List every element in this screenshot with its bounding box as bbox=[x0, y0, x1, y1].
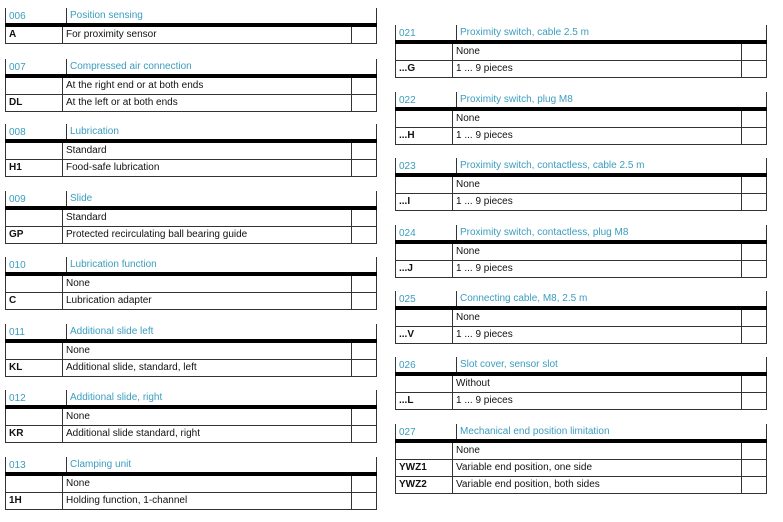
table-row bbox=[395, 393, 767, 410]
option-number: 026 bbox=[399, 360, 416, 371]
table-row bbox=[5, 426, 377, 443]
table-row bbox=[5, 160, 377, 177]
option-description: 1 ... 9 pieces bbox=[452, 393, 742, 409]
option-number: 010 bbox=[9, 260, 26, 271]
option-description: Variable end position, one side bbox=[452, 460, 742, 476]
option-code: YWZ1 bbox=[399, 462, 427, 473]
table-row bbox=[5, 27, 377, 44]
selection-checkbox[interactable] bbox=[351, 143, 376, 159]
option-number: 027 bbox=[399, 427, 416, 438]
table-header bbox=[395, 357, 767, 372]
option-number: 024 bbox=[399, 228, 416, 239]
table-row bbox=[5, 78, 377, 95]
option-code: H1 bbox=[9, 162, 22, 173]
option-code: GP bbox=[9, 229, 24, 240]
selection-checkbox[interactable] bbox=[351, 426, 376, 442]
table-header bbox=[395, 424, 767, 439]
selection-checkbox[interactable] bbox=[351, 360, 376, 376]
option-table-023 bbox=[395, 158, 767, 211]
option-description: Lubrication adapter bbox=[62, 293, 352, 309]
selection-checkbox[interactable] bbox=[741, 61, 766, 77]
table-row bbox=[395, 376, 767, 393]
option-table-006 bbox=[5, 8, 377, 44]
option-description: None bbox=[62, 409, 352, 425]
option-description: Protected recirculating ball bearing guide bbox=[62, 227, 352, 243]
option-title: Position sensing bbox=[66, 8, 143, 23]
table-row bbox=[395, 443, 767, 460]
option-title: Lubrication bbox=[66, 124, 119, 139]
selection-checkbox[interactable] bbox=[351, 409, 376, 425]
table-row bbox=[5, 476, 377, 493]
selection-checkbox[interactable] bbox=[351, 476, 376, 492]
option-number: 008 bbox=[9, 127, 26, 138]
option-description: 1 ... 9 pieces bbox=[452, 327, 742, 343]
table-header bbox=[5, 457, 377, 472]
table-row bbox=[5, 493, 377, 510]
option-number: 007 bbox=[9, 62, 26, 73]
option-description: None bbox=[62, 476, 352, 492]
table-row bbox=[5, 276, 377, 293]
option-description: None bbox=[452, 244, 742, 260]
table-row bbox=[5, 293, 377, 310]
table-header bbox=[395, 25, 767, 40]
table-row bbox=[395, 111, 767, 128]
option-code: ...H bbox=[399, 130, 415, 141]
option-table-009 bbox=[5, 191, 377, 244]
option-description: 1 ... 9 pieces bbox=[452, 128, 742, 144]
option-description: None bbox=[452, 443, 742, 459]
option-title: Compressed air connection bbox=[66, 59, 192, 74]
option-code: ...I bbox=[399, 196, 411, 207]
option-code: ...L bbox=[399, 395, 414, 406]
table-header bbox=[5, 390, 377, 405]
table-header bbox=[5, 8, 377, 23]
option-number: 009 bbox=[9, 194, 26, 205]
option-title: Slot cover, sensor slot bbox=[456, 357, 558, 372]
table-header bbox=[395, 158, 767, 173]
option-table-011 bbox=[5, 324, 377, 377]
table-row bbox=[395, 177, 767, 194]
table-row bbox=[395, 460, 767, 477]
option-description: Standard bbox=[62, 143, 352, 159]
selection-checkbox[interactable] bbox=[351, 227, 376, 243]
option-description: At the left or at both ends bbox=[62, 95, 352, 111]
option-code: A bbox=[9, 29, 17, 40]
selection-checkbox[interactable] bbox=[741, 128, 766, 144]
option-title: Additional slide left bbox=[66, 324, 153, 339]
option-number: 011 bbox=[9, 327, 25, 338]
option-description: None bbox=[62, 276, 352, 292]
selection-checkbox[interactable] bbox=[741, 261, 766, 277]
option-title: Proximity switch, cable 2.5 m bbox=[456, 25, 589, 40]
option-table-024 bbox=[395, 225, 767, 278]
selection-checkbox[interactable] bbox=[741, 310, 766, 326]
table-row bbox=[5, 95, 377, 112]
selection-checkbox[interactable] bbox=[351, 343, 376, 359]
option-title: Mechanical end position limitation bbox=[456, 424, 610, 439]
option-title: Proximity switch, contactless, cable 2.5 m bbox=[456, 158, 645, 173]
selection-checkbox[interactable] bbox=[741, 443, 766, 459]
selection-checkbox[interactable] bbox=[741, 111, 766, 127]
option-number: 025 bbox=[399, 294, 416, 305]
table-row bbox=[5, 210, 377, 227]
selection-checkbox[interactable] bbox=[351, 276, 376, 292]
option-description: At the right end or at both ends bbox=[62, 78, 352, 94]
option-description: None bbox=[452, 44, 742, 60]
option-number: 022 bbox=[399, 95, 416, 106]
option-title: Slide bbox=[66, 191, 92, 206]
table-row bbox=[395, 244, 767, 261]
option-code: ...V bbox=[399, 329, 415, 340]
option-description: Holding function, 1-channel bbox=[62, 493, 352, 509]
option-description: Standard bbox=[62, 210, 352, 226]
selection-checkbox[interactable] bbox=[351, 210, 376, 226]
option-description: 1 ... 9 pieces bbox=[452, 194, 742, 210]
option-table-021 bbox=[395, 25, 767, 78]
option-title: Additional slide, right bbox=[66, 390, 162, 405]
option-table-013 bbox=[5, 457, 377, 510]
option-description: Additional slide, standard, left bbox=[62, 360, 352, 376]
option-description: None bbox=[452, 111, 742, 127]
option-table-010 bbox=[5, 257, 377, 310]
selection-checkbox[interactable] bbox=[741, 44, 766, 60]
option-table-008 bbox=[5, 124, 377, 177]
table-row bbox=[5, 143, 377, 160]
table-row bbox=[395, 128, 767, 145]
selection-checkbox[interactable] bbox=[741, 477, 766, 493]
selection-checkbox[interactable] bbox=[351, 293, 376, 309]
option-title: Lubrication function bbox=[66, 257, 157, 272]
option-description: None bbox=[62, 343, 352, 359]
table-row bbox=[395, 310, 767, 327]
table-header bbox=[395, 92, 767, 107]
table-header bbox=[395, 225, 767, 240]
table-row bbox=[395, 261, 767, 278]
table-header bbox=[395, 291, 767, 306]
selection-checkbox[interactable] bbox=[351, 493, 376, 509]
option-table-022 bbox=[395, 92, 767, 145]
table-row bbox=[395, 477, 767, 494]
selection-checkbox[interactable] bbox=[351, 27, 376, 43]
option-title: Proximity switch, plug M8 bbox=[456, 92, 573, 107]
option-description: 1 ... 9 pieces bbox=[452, 261, 742, 277]
table-header bbox=[5, 124, 377, 139]
table-row bbox=[395, 327, 767, 344]
table-row bbox=[5, 343, 377, 360]
selection-checkbox[interactable] bbox=[741, 194, 766, 210]
table-row bbox=[5, 409, 377, 426]
table-header bbox=[5, 257, 377, 272]
option-code: KL bbox=[9, 362, 23, 373]
table-row bbox=[5, 227, 377, 244]
option-number: 013 bbox=[9, 460, 26, 471]
option-table-025 bbox=[395, 291, 767, 344]
option-code: ...J bbox=[399, 263, 413, 274]
option-number: 021 bbox=[399, 28, 416, 39]
table-header bbox=[5, 324, 377, 339]
table-header bbox=[5, 59, 377, 74]
selection-checkbox[interactable] bbox=[741, 460, 766, 476]
selection-checkbox[interactable] bbox=[351, 160, 376, 176]
option-description: Food-safe lubrication bbox=[62, 160, 352, 176]
selection-checkbox[interactable] bbox=[351, 78, 376, 94]
option-description: Variable end position, both sides bbox=[452, 477, 742, 493]
option-title: Connecting cable, M8, 2.5 m bbox=[456, 291, 587, 306]
selection-checkbox[interactable] bbox=[741, 327, 766, 343]
table-row bbox=[5, 360, 377, 377]
option-table-026 bbox=[395, 357, 767, 410]
option-table-027 bbox=[395, 424, 767, 494]
option-code: C bbox=[9, 295, 17, 306]
option-description: Without bbox=[452, 376, 742, 392]
selection-checkbox[interactable] bbox=[741, 244, 766, 260]
option-title: Clamping unit bbox=[66, 457, 131, 472]
table-row bbox=[395, 44, 767, 61]
selection-checkbox[interactable] bbox=[741, 393, 766, 409]
option-description: None bbox=[452, 310, 742, 326]
option-table-012 bbox=[5, 390, 377, 443]
table-row bbox=[395, 61, 767, 78]
option-code: YWZ2 bbox=[399, 479, 427, 490]
option-number: 012 bbox=[9, 393, 26, 404]
table-header bbox=[5, 191, 377, 206]
option-description: Additional slide standard, right bbox=[62, 426, 352, 442]
selection-checkbox[interactable] bbox=[741, 177, 766, 193]
selection-checkbox[interactable] bbox=[741, 376, 766, 392]
option-table-007 bbox=[5, 59, 377, 112]
option-number: 023 bbox=[399, 161, 416, 172]
option-number: 006 bbox=[9, 11, 26, 22]
option-description: For proximity sensor bbox=[62, 27, 352, 43]
table-row bbox=[395, 194, 767, 211]
option-code: 1H bbox=[9, 495, 22, 506]
option-title: Proximity switch, contactless, plug M8 bbox=[456, 225, 628, 240]
option-description: None bbox=[452, 177, 742, 193]
option-code: DL bbox=[9, 97, 23, 108]
option-code: ...G bbox=[399, 63, 416, 74]
option-description: 1 ... 9 pieces bbox=[452, 61, 742, 77]
option-code: KR bbox=[9, 428, 24, 439]
selection-checkbox[interactable] bbox=[351, 95, 376, 111]
